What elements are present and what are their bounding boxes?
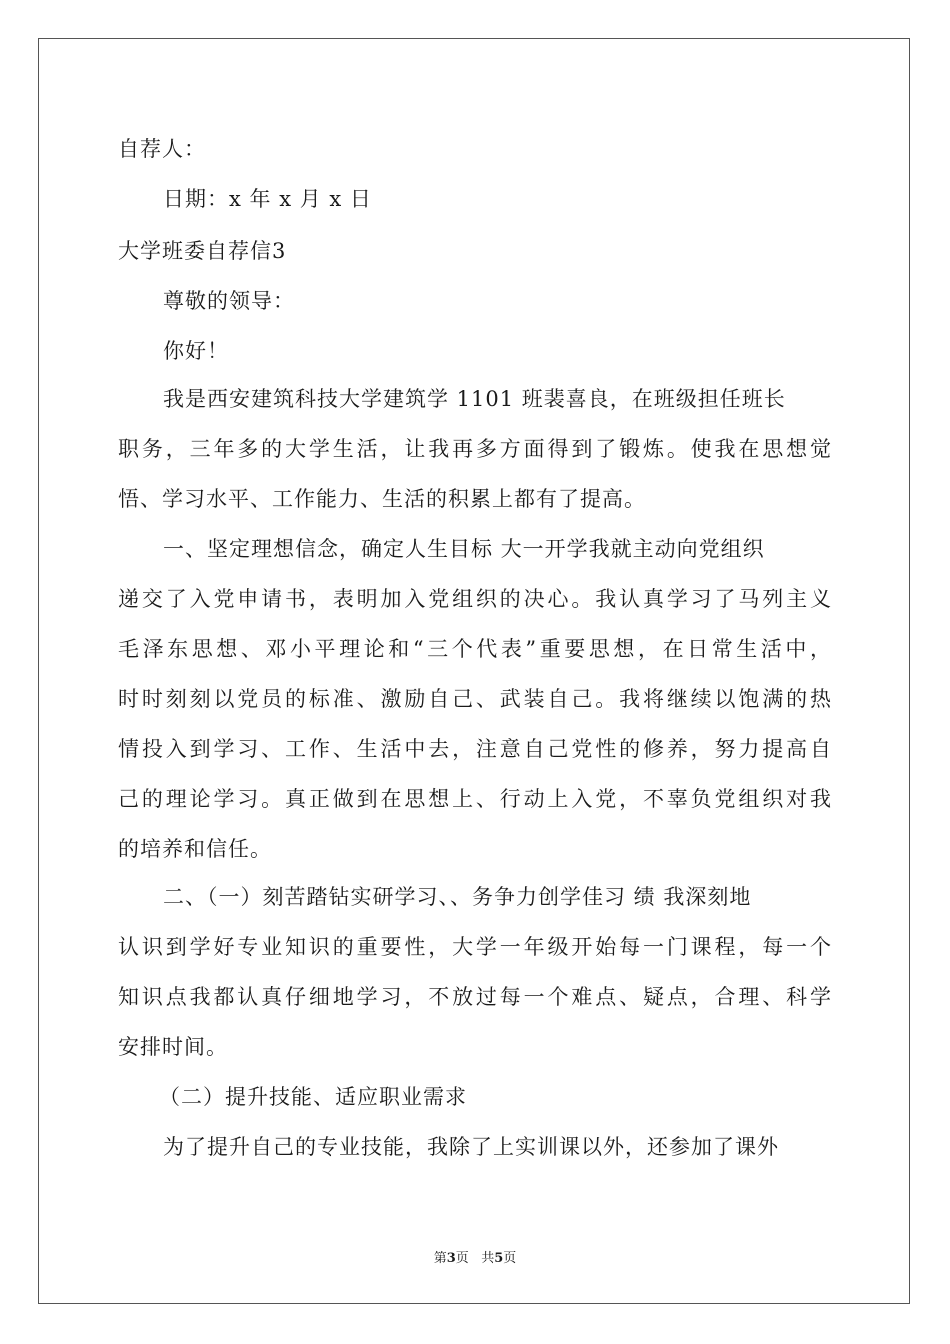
- paragraph-line: 安排时间。: [118, 1035, 228, 1059]
- paragraph-line: 毛泽东思想、邓小平理论和“三个代表”重要思想，在日常生活中，: [118, 637, 832, 661]
- self-recommender-line: 自荐人：: [118, 137, 206, 161]
- paragraph-line: 我是西安建筑科技大学建筑学 1101 班裴喜良，在班级担任班长: [163, 387, 786, 411]
- footer-total-pages: 5: [494, 1251, 504, 1266]
- paragraph-line: 己的理论学习。真正做到在思想上、行动上入党，不辜负党组织对我: [118, 787, 832, 811]
- footer-suffix: 页: [503, 1251, 517, 1266]
- paragraph-line: 情投入到学习、工作、生活中去，注意自己党性的修养，努力提高自: [118, 737, 832, 761]
- paragraph-line: 职务，三年多的大学生活，让我再多方面得到了锻炼。使我在思想觉: [118, 437, 832, 461]
- footer-prefix: 第: [433, 1251, 447, 1266]
- footer-mid: 页 共: [455, 1251, 495, 1266]
- paragraph-line: 的培养和信任。: [118, 837, 272, 861]
- page-footer: [0, 1247, 950, 1266]
- paragraph-line: 为了提升自己的专业技能，我除了上实训课以外，还参加了课外: [163, 1135, 779, 1159]
- paragraph-line: 悟、学习水平、工作能力、生活的积累上都有了提高。: [118, 487, 646, 511]
- footer-current-page: 3: [446, 1251, 456, 1266]
- greeting: 你好！: [163, 339, 229, 363]
- section-title: 大学班委自荐信3: [118, 239, 287, 263]
- subheading: （二）提升技能、适应职业需求: [159, 1085, 467, 1109]
- paragraph-line: 知识点我都认真仔细地学习，不放过每一个难点、疑点，合理、科学: [118, 985, 832, 1009]
- paragraph-line: 一、坚定理想信念，确定人生目标 大一开学我就主动向党组织: [163, 537, 765, 561]
- salutation: 尊敬的领导：: [163, 289, 295, 313]
- date-line: 日期：x 年 x 月 x 日: [163, 187, 372, 211]
- paragraph-line: 递交了入党申请书，表明加入党组织的决心。我认真学习了马列主义: [118, 587, 832, 611]
- page-border: [38, 38, 910, 1304]
- paragraph-line: 时时刻刻以党员的标准、激励自己、武装自己。我将继续以饱满的热: [118, 687, 832, 711]
- paragraph-line: 二、（一）刻苦踏钻实研学习、、务争力创学佳习 绩 我深刻地: [163, 885, 752, 909]
- paragraph-line: 认识到学好专业知识的重要性，大学一年级开始每一门课程，每一个: [118, 935, 832, 959]
